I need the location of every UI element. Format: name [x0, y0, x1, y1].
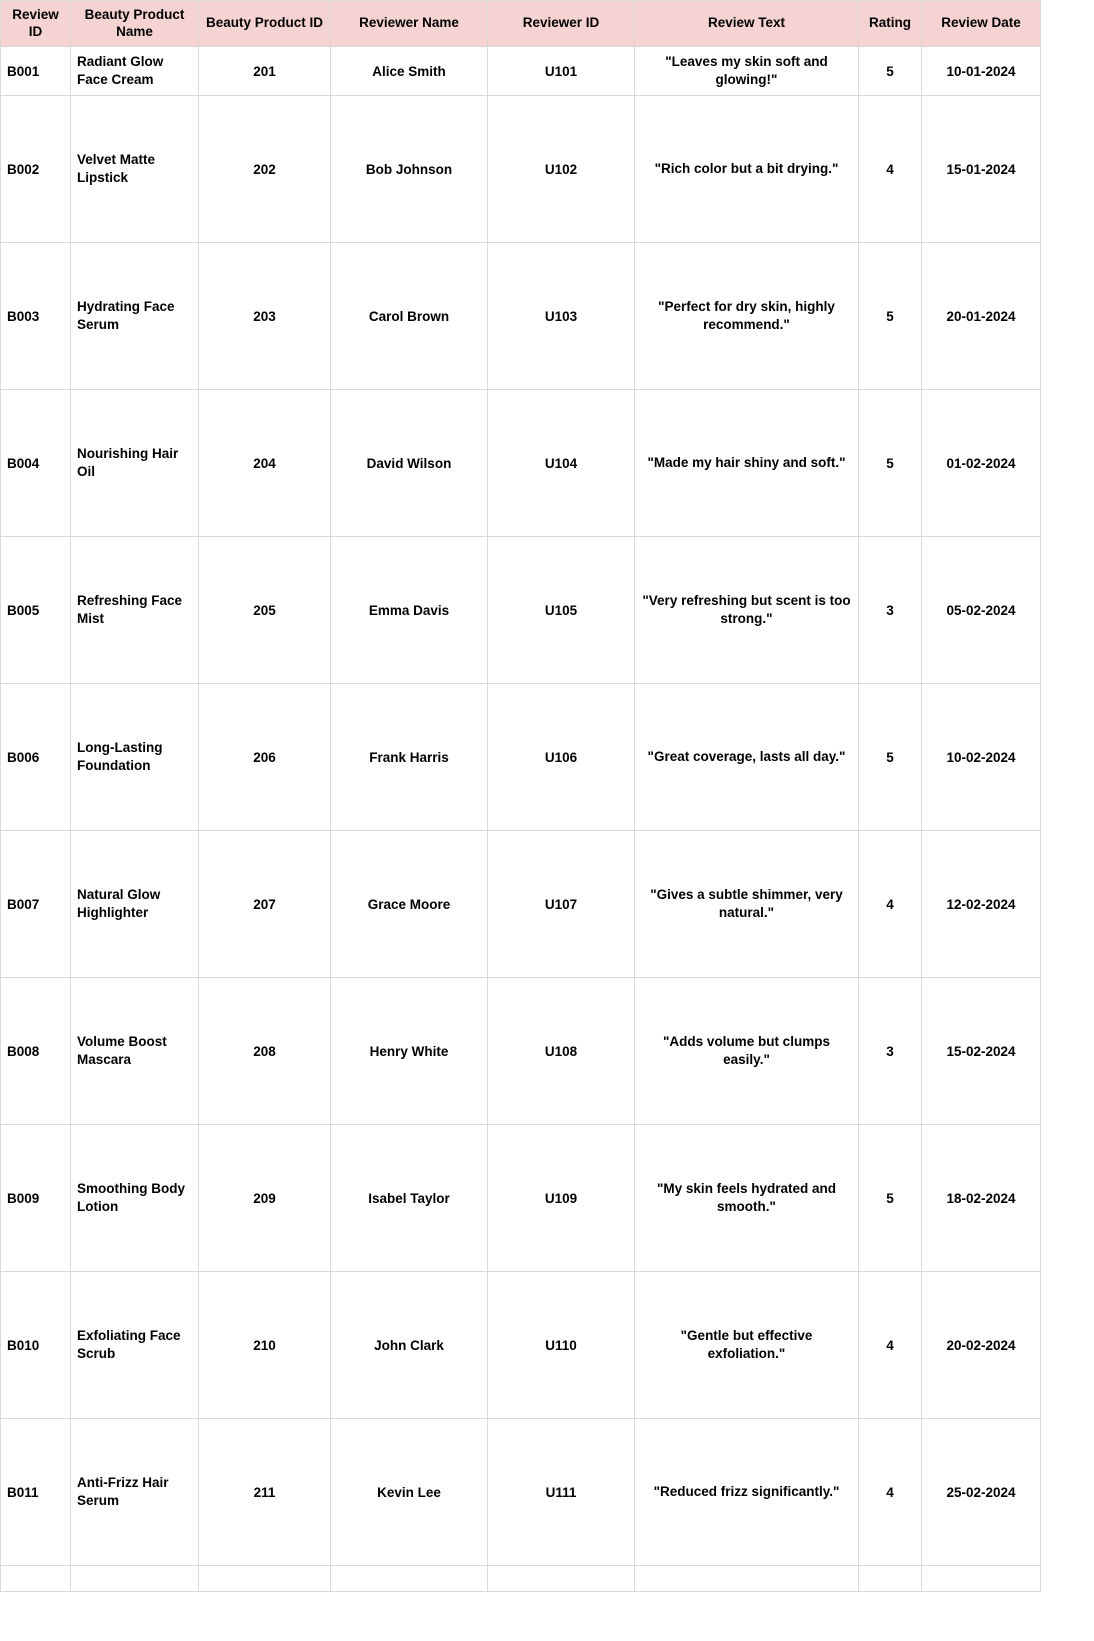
cell-rating: 5: [859, 684, 922, 831]
cell-product-name: Hydrating Face Serum: [71, 243, 199, 390]
cell-review-date: 15-02-2024: [922, 978, 1041, 1125]
table-row: [1, 684, 1041, 831]
cell-review-id: B009: [1, 1125, 71, 1272]
cell-reviewer-id: U110: [488, 1272, 635, 1419]
table-row: [1, 537, 1041, 684]
cell-product-name: Natural Glow Highlighter: [71, 831, 199, 978]
cell-rating: 4: [859, 1272, 922, 1419]
cell-review-date: 20-02-2024: [922, 1272, 1041, 1419]
cell-review-text: "Rich color but a bit drying.": [635, 96, 859, 243]
cell-product-id: 207: [199, 831, 331, 978]
table-row: [1, 1419, 1041, 1566]
cell-review-id: B004: [1, 390, 71, 537]
cell-product-id: [199, 1566, 331, 1592]
cell-reviewer-id: U111: [488, 1419, 635, 1566]
cell-review-date: 10-02-2024: [922, 684, 1041, 831]
column-header-review-id[interactable]: Review ID: [1, 1, 71, 47]
cell-reviewer-id: [488, 1566, 635, 1592]
cell-reviewer-id: U107: [488, 831, 635, 978]
cell-review-id: B002: [1, 96, 71, 243]
cell-reviewer-name: Emma Davis: [331, 537, 488, 684]
cell-reviewer-name: Isabel Taylor: [331, 1125, 488, 1272]
cell-review-date: 18-02-2024: [922, 1125, 1041, 1272]
cell-review-date: 01-02-2024: [922, 390, 1041, 537]
cell-review-date: 12-02-2024: [922, 831, 1041, 978]
cell-review-text: "Leaves my skin soft and glowing!": [635, 47, 859, 96]
cell-rating: 4: [859, 831, 922, 978]
cell-product-id: 210: [199, 1272, 331, 1419]
cell-reviewer-id: U105: [488, 537, 635, 684]
column-header-reviewer-name[interactable]: Reviewer Name: [331, 1, 488, 47]
cell-reviewer-id: U109: [488, 1125, 635, 1272]
cell-review-text: "Great coverage, lasts all day.": [635, 684, 859, 831]
cell-review-id: [1, 1566, 71, 1592]
cell-product-id: 203: [199, 243, 331, 390]
table-row: [1, 1125, 1041, 1272]
cell-review-date: [922, 1566, 1041, 1592]
cell-rating: 5: [859, 47, 922, 96]
cell-reviewer-name: Kevin Lee: [331, 1419, 488, 1566]
cell-review-text: "Very refreshing but scent is too strong.": [635, 537, 859, 684]
cell-review-date: 25-02-2024: [922, 1419, 1041, 1566]
cell-rating: 4: [859, 96, 922, 243]
cell-product-name: [71, 1566, 199, 1592]
cell-review-text: "Adds volume but clumps easily.": [635, 978, 859, 1125]
table-row-partial: [1, 1566, 1041, 1592]
cell-review-id: B011: [1, 1419, 71, 1566]
table-row: [1, 1272, 1041, 1419]
cell-rating: 4: [859, 1419, 922, 1566]
column-header-product-id[interactable]: Beauty Product ID: [199, 1, 331, 47]
table-row: [1, 243, 1041, 390]
cell-product-name: Anti-Frizz Hair Serum: [71, 1419, 199, 1566]
cell-rating: [859, 1566, 922, 1592]
cell-product-name: Long-Lasting Foundation: [71, 684, 199, 831]
cell-review-text: "Perfect for dry skin, highly recommend.": [635, 243, 859, 390]
cell-review-id: B007: [1, 831, 71, 978]
cell-review-id: B005: [1, 537, 71, 684]
cell-product-id: 201: [199, 47, 331, 96]
cell-review-id: B008: [1, 978, 71, 1125]
cell-review-text: "Gives a subtle shimmer, very natural.": [635, 831, 859, 978]
cell-review-id: B006: [1, 684, 71, 831]
cell-product-id: 206: [199, 684, 331, 831]
cell-review-id: B010: [1, 1272, 71, 1419]
cell-reviewer-name: Grace Moore: [331, 831, 488, 978]
cell-reviewer-name: Carol Brown: [331, 243, 488, 390]
cell-review-date: 15-01-2024: [922, 96, 1041, 243]
cell-review-id: B001: [1, 47, 71, 96]
cell-product-name: Velvet Matte Lipstick: [71, 96, 199, 243]
cell-reviewer-id: U103: [488, 243, 635, 390]
cell-review-text: "Gentle but effective exfoliation.": [635, 1272, 859, 1419]
cell-review-id: B003: [1, 243, 71, 390]
cell-product-id: 211: [199, 1419, 331, 1566]
table-row: [1, 47, 1041, 96]
table-row: [1, 390, 1041, 537]
cell-product-id: 209: [199, 1125, 331, 1272]
cell-product-name: Nourishing Hair Oil: [71, 390, 199, 537]
cell-product-name: Volume Boost Mascara: [71, 978, 199, 1125]
column-header-review-text[interactable]: Review Text: [635, 1, 859, 47]
cell-product-name: Exfoliating Face Scrub: [71, 1272, 199, 1419]
cell-review-date: 20-01-2024: [922, 243, 1041, 390]
cell-reviewer-name: Frank Harris: [331, 684, 488, 831]
cell-reviewer-name: David Wilson: [331, 390, 488, 537]
cell-product-name: Smoothing Body Lotion: [71, 1125, 199, 1272]
cell-reviewer-id: U101: [488, 47, 635, 96]
table-row: [1, 831, 1041, 978]
cell-rating: 5: [859, 1125, 922, 1272]
cell-reviewer-name: [331, 1566, 488, 1592]
cell-reviewer-id: U106: [488, 684, 635, 831]
cell-review-date: 05-02-2024: [922, 537, 1041, 684]
cell-rating: 5: [859, 390, 922, 537]
cell-product-name: Refreshing Face Mist: [71, 537, 199, 684]
column-header-product-name[interactable]: Beauty Product Name: [71, 1, 199, 47]
cell-reviewer-id: U102: [488, 96, 635, 243]
table-row: [1, 978, 1041, 1125]
cell-product-id: 208: [199, 978, 331, 1125]
table-header-row: [1, 1, 1041, 47]
cell-reviewer-name: Henry White: [331, 978, 488, 1125]
column-header-review-date[interactable]: Review Date: [922, 1, 1041, 47]
cell-review-text: "Reduced frizz significantly.": [635, 1419, 859, 1566]
cell-review-text: [635, 1566, 859, 1592]
cell-rating: 5: [859, 243, 922, 390]
column-header-rating[interactable]: Rating: [859, 1, 922, 47]
cell-product-name: Radiant Glow Face Cream: [71, 47, 199, 96]
cell-rating: 3: [859, 537, 922, 684]
cell-product-id: 204: [199, 390, 331, 537]
cell-review-text: "Made my hair shiny and soft.": [635, 390, 859, 537]
cell-reviewer-name: John Clark: [331, 1272, 488, 1419]
cell-reviewer-id: U108: [488, 978, 635, 1125]
table-row: [1, 96, 1041, 243]
cell-reviewer-name: Bob Johnson: [331, 96, 488, 243]
cell-reviewer-name: Alice Smith: [331, 47, 488, 96]
cell-review-date: 10-01-2024: [922, 47, 1041, 96]
cell-reviewer-id: U104: [488, 390, 635, 537]
cell-product-id: 205: [199, 537, 331, 684]
cell-rating: 3: [859, 978, 922, 1125]
cell-product-id: 202: [199, 96, 331, 243]
column-header-reviewer-id[interactable]: Reviewer ID: [488, 1, 635, 47]
cell-review-text: "My skin feels hydrated and smooth.": [635, 1125, 859, 1272]
